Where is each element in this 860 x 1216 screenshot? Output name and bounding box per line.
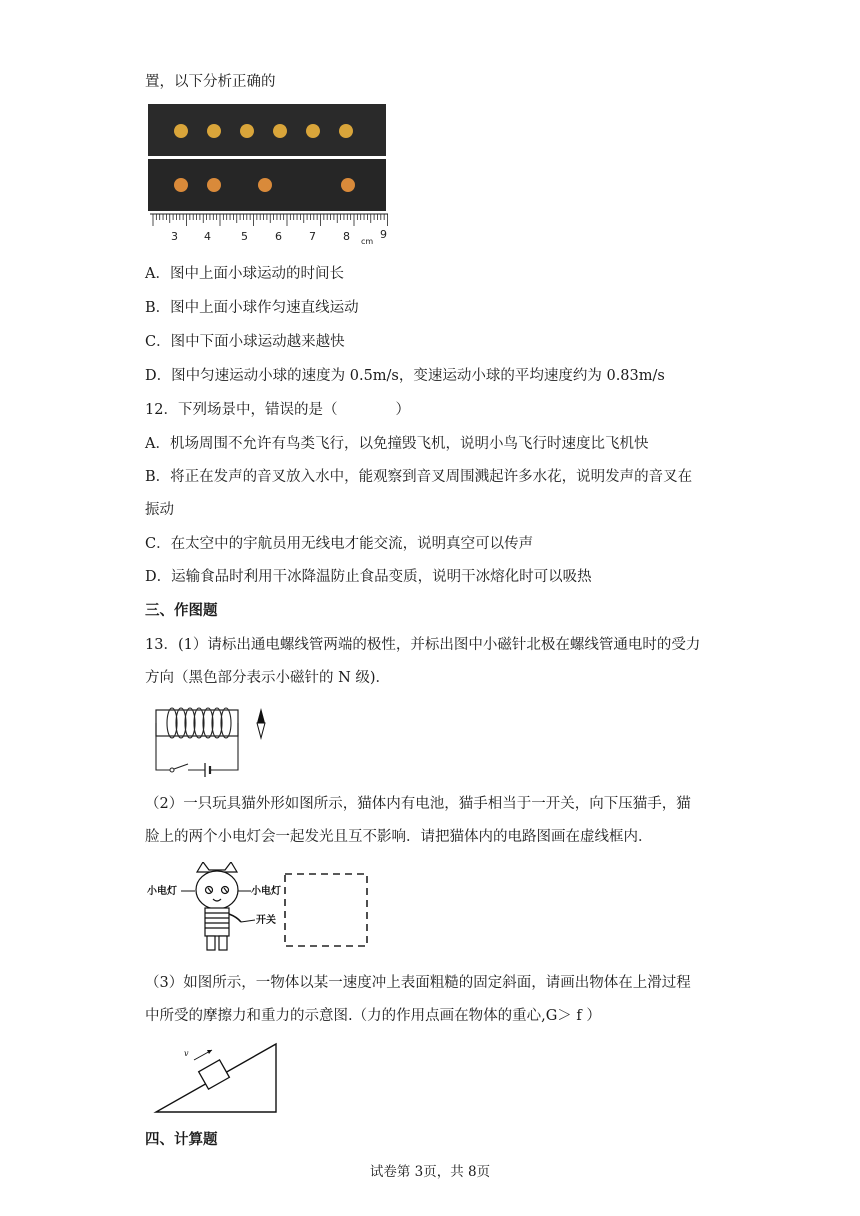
compass-south-half [257, 723, 265, 738]
q11-stem-tail: 置，以下分析正确的 [145, 74, 276, 90]
q13-3-line1: （3）如图所示，一物体以某一速度冲上表面粗糙的固定斜面，请画出物体在上滑过程 [145, 975, 691, 991]
incline-figure [150, 1036, 285, 1118]
q12-stem: 12．下列场景中，错误的是（ ） [145, 402, 410, 418]
q12-option-b-line1: B．将正在发声的音叉放入水中，能观察到音叉周围溅起许多水花，说明发声的音叉在 [145, 469, 693, 485]
ruler-label-9: 9 [380, 228, 387, 241]
ruler-label-8: 8 [343, 230, 350, 243]
ball [339, 124, 353, 138]
q13-2-line2: 脸上的两个小电灯会一起发光且互不影响．请把猫体内的电路图画在虚线框内． [145, 829, 653, 845]
page-footer: 试卷第 3页，共 8页 [369, 1164, 491, 1180]
q12-option-d: D．运输食品时利用干冰降温防止食品变质，说明干冰熔化时可以吸热 [145, 569, 592, 585]
ball [174, 124, 188, 138]
q12-option-c: C．在太空中的宇航员用无线电才能交流，说明真空可以传声 [145, 536, 534, 552]
ball [207, 124, 221, 138]
strobe-photo-figure [145, 102, 390, 252]
toy-cat-figure [145, 862, 375, 957]
compass-north-half [257, 708, 265, 723]
ball [240, 124, 254, 138]
cat-label-left-lamp: 小电灯 [147, 886, 177, 897]
cat-drawing [196, 862, 241, 950]
ball [306, 124, 320, 138]
q13-1-line1: 13．(1）请标出通电螺线管两端的极性，并标出图中小磁针北极在螺线管通电时的受力 [145, 637, 701, 653]
section-4-heading: 四、计算题 [145, 1131, 218, 1148]
solenoid-coils [167, 708, 231, 738]
q11-option-d: D．图中匀速运动小球的速度为 0.5m/s，变速运动小球的平均速度约为 0.83m/s [145, 368, 665, 384]
q13-2-line1: （2）一只玩具猫外形如图所示，猫体内有电池，猫手相当于一开关，向下压猫手，猫 [145, 796, 691, 812]
solenoid-figure [150, 700, 270, 780]
section-3-heading: 三、作图题 [145, 602, 218, 619]
cat-label-switch: 开关 [256, 915, 276, 926]
dashed-answer-box [285, 874, 367, 946]
ball [273, 124, 287, 138]
q13-1-line2: 方向（黑色部分表示小磁针的 N 级)． [145, 670, 391, 686]
ball [207, 178, 221, 192]
q13-3-line2: 中所受的摩擦力和重力的示意图.（力的作用点画在物体的重心,G＞ f ） [145, 1008, 601, 1024]
ball [174, 178, 188, 192]
ball [341, 178, 355, 192]
ruler-label-4: 4 [204, 230, 211, 243]
switch-arm [174, 764, 188, 769]
q12-option-a: A．机场周围不允许有鸟类飞行，以免撞毁飞机，说明小鸟飞行时速度比飞机快 [145, 436, 649, 452]
ruler-unit: cm [361, 237, 374, 246]
q11-option-b: B．图中上面小球作匀速直线运动 [145, 300, 359, 316]
wire-right [212, 723, 238, 770]
velocity-label: v [184, 1049, 189, 1058]
switch-pivot [170, 768, 174, 772]
ruler-label-7: 7 [309, 230, 316, 243]
ruler-label-5: 5 [241, 230, 248, 243]
q11-option-c: C．图中下面小球运动越来越快 [145, 334, 345, 350]
q11-option-a: A．图中上面小球运动的时间长 [145, 266, 344, 282]
q12-option-b-line2: 振动 [145, 502, 174, 518]
cat-label-right-lamp: 小电灯 [251, 886, 281, 897]
ruler-label-3: 3 [171, 230, 178, 243]
ruler-label-6: 6 [275, 230, 282, 243]
ruler [150, 214, 388, 246]
ball [258, 178, 272, 192]
